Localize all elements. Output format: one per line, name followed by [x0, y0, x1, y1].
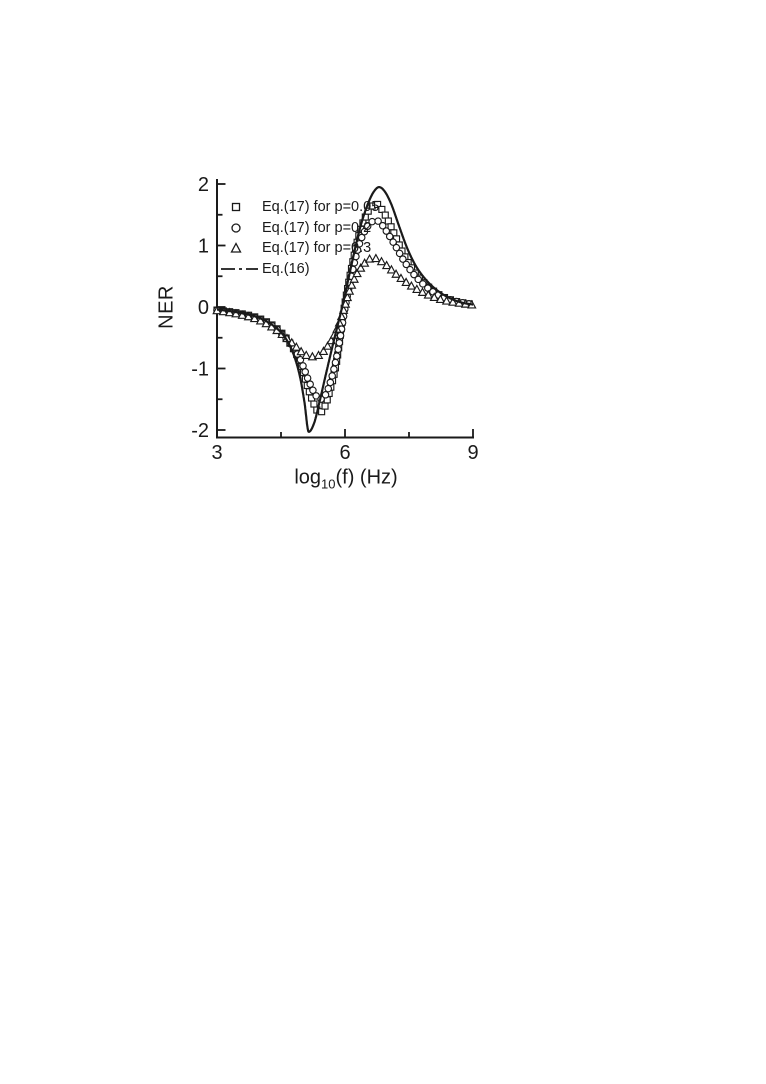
square-marker-icon — [221, 200, 262, 214]
x-axis-label-prefix: log — [294, 466, 322, 489]
y-tick-label: -2 — [191, 420, 209, 442]
legend-item — [221, 197, 379, 218]
x-tick-label: 9 — [467, 442, 479, 464]
y-tick-label: 1 — [197, 235, 209, 258]
x-axis-label-sub: 10 — [321, 476, 336, 492]
legend-item-label: Eq.(17) for p=0.05 — [262, 199, 380, 216]
x-tick-label: 3 — [211, 442, 223, 464]
legend-item — [221, 218, 379, 239]
legend-item-label: Eq.(17) for p=0.2 — [262, 219, 372, 236]
y-tick-label: 0 — [197, 297, 209, 319]
x-tick-label: 6 — [339, 442, 351, 464]
y-tick-label: 2 — [197, 174, 209, 196]
triangle-marker-icon — [221, 241, 262, 255]
legend-item — [221, 259, 379, 280]
legend-item-label: Eq.(17) for p=0.3 — [262, 240, 372, 257]
circle-marker-icon — [221, 221, 262, 235]
x-axis-label-suffix: (f) (Hz) — [335, 466, 398, 489]
y-axis-label-text: NER — [155, 285, 178, 329]
y-axis-label — [156, 285, 179, 329]
legend-item — [221, 238, 379, 259]
y-tick-label: -1 — [191, 358, 209, 381]
dash-dot-line-icon — [221, 262, 262, 276]
legend-item-label: Eq.(16) — [262, 260, 310, 277]
legend — [221, 197, 379, 279]
x-axis-label — [294, 467, 397, 492]
